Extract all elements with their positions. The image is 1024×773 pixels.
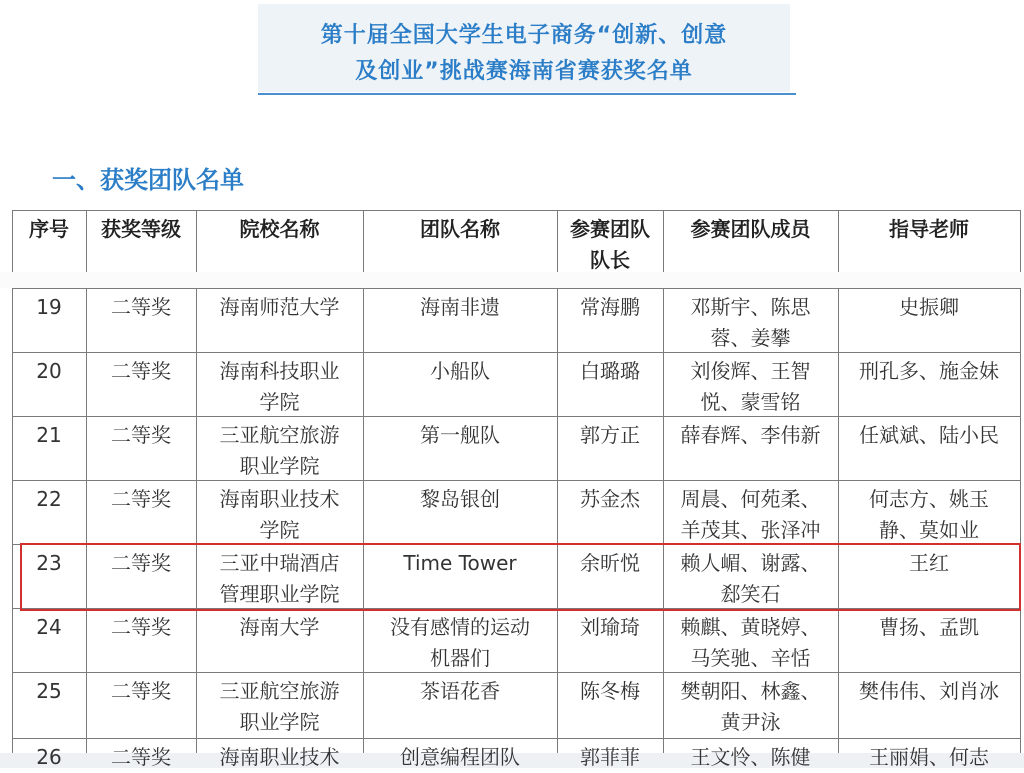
column-header-captain: 参赛团队 队长 <box>570 217 650 272</box>
row-col-border <box>12 544 13 608</box>
table-cell-advisor: 何志方、姚玉 静、莫如业 <box>869 487 989 542</box>
table-cell-captain: 郭方正 <box>580 423 640 447</box>
table-cell-members: 赖人嵋、谢露、 郄笑石 <box>680 551 821 606</box>
header-col-border <box>1020 210 1021 272</box>
row-col-border <box>838 480 839 544</box>
table-cell-team-name: 茶语花香 <box>420 679 500 703</box>
table-cell-award-level: 二等奖 <box>111 615 171 639</box>
row-col-border <box>663 288 664 352</box>
table-cell-award-level: 二等奖 <box>111 679 171 703</box>
table-cell-advisor: 任斌斌、陆小民 <box>859 423 999 447</box>
table-cell-members: 邓斯宇、陈思 蓉、姜攀 <box>690 295 811 350</box>
table-cell-team-name: 黎岛银创 <box>420 487 500 511</box>
row-col-border <box>557 608 558 672</box>
row-col-border <box>838 738 839 753</box>
table-cell-award-level: 二等奖 <box>111 487 171 511</box>
row-col-border <box>557 288 558 352</box>
title-line-2: 及创业”挑战赛海南省赛获奖名单 <box>355 59 693 84</box>
row-col-border <box>663 416 664 480</box>
table-cell-school: 海南科技职业 学院 <box>219 359 340 414</box>
row-col-border <box>196 480 197 544</box>
table-cell-team-name: 第一舰队 <box>420 423 500 447</box>
row-col-border <box>663 738 664 753</box>
row-col-border <box>12 608 13 672</box>
row-col-border <box>12 352 13 416</box>
row-col-border <box>12 738 13 753</box>
row-col-border <box>838 544 839 608</box>
table-cell-captain: 苏金杰 <box>580 487 640 511</box>
table-cell-index: 19 <box>36 295 62 319</box>
table-cell-advisor: 曹扬、孟凯 <box>879 615 979 639</box>
row-col-border <box>12 480 13 544</box>
table-cell-members <box>663 738 838 753</box>
table-cell-captain <box>557 738 663 753</box>
header-col-border <box>557 210 558 272</box>
row-border <box>12 544 1020 545</box>
row-col-border <box>86 352 87 416</box>
row-col-border <box>663 544 664 608</box>
row-col-border <box>1020 352 1021 416</box>
table-cell-members: 薛春辉、李伟新 <box>680 423 821 447</box>
table-cell-award-level <box>86 738 196 753</box>
header-col-border <box>838 210 839 272</box>
table-cell-school: 海南大学 <box>239 615 320 639</box>
row-col-border <box>557 544 558 608</box>
row-col-border <box>557 672 558 738</box>
table-cell-school: 三亚航空旅游 职业学院 <box>219 679 340 734</box>
row-col-border <box>557 352 558 416</box>
row-col-border <box>838 352 839 416</box>
row-col-border <box>363 738 364 753</box>
row-col-border <box>86 738 87 753</box>
row-border <box>12 416 1020 417</box>
row-col-border <box>1020 608 1021 672</box>
column-header-advisor: 指导老师 <box>889 217 969 241</box>
row-col-border <box>557 738 558 753</box>
table-cell-captain: 常海鹏 <box>580 295 640 319</box>
table-cell-team-name: Time Tower <box>403 551 517 575</box>
row-col-border <box>86 608 87 672</box>
header-top-border <box>12 210 1020 211</box>
row-col-border <box>1020 738 1021 753</box>
row-col-border <box>86 480 87 544</box>
table-cell-index: 20 <box>36 359 62 383</box>
row-col-border <box>196 608 197 672</box>
table-cell-award-level: 二等奖 <box>111 551 171 575</box>
table-cell-captain: 余昕悦 <box>580 551 640 575</box>
section-heading: 一、获奖团队名单 <box>52 166 244 194</box>
table-cell-school: 海南职业技术 学院 <box>219 487 340 542</box>
table-cell-captain: 陈冬梅 <box>580 679 640 703</box>
row-border <box>12 608 1020 609</box>
row-col-border <box>196 288 197 352</box>
row-col-border <box>838 608 839 672</box>
row-col-border <box>663 352 664 416</box>
header-col-border <box>12 210 13 272</box>
title-line-1: 第十届全国大学生电子商务“创新、创意 <box>320 23 728 48</box>
table-cell-school: 三亚中瑞酒店 管理职业学院 <box>219 551 340 606</box>
table-cell-team-name: 没有感情的运动 机器们 <box>390 615 530 670</box>
table-cell-team-name: 小船队 <box>430 359 490 383</box>
row-col-border <box>363 544 364 608</box>
column-header-school: 院校名称 <box>239 217 320 241</box>
table-cell-school: 海南师范大学 <box>219 295 340 319</box>
row-col-border <box>557 480 558 544</box>
column-header-members: 参赛团队成员 <box>690 217 811 241</box>
table-cell-team-name <box>363 738 557 753</box>
table-cell-index: 23 <box>36 551 62 575</box>
row-col-border <box>1020 416 1021 480</box>
table-cell-advisor: 樊伟伟、刘肖冰 <box>859 679 999 703</box>
row-col-border <box>838 416 839 480</box>
row-col-border <box>663 608 664 672</box>
row-col-border <box>557 416 558 480</box>
table-cell-award-level: 二等奖 <box>111 359 171 383</box>
row-col-border <box>363 416 364 480</box>
row-border <box>12 480 1020 481</box>
row-col-border <box>363 608 364 672</box>
table-cell-school <box>196 738 363 753</box>
table-cell-team-name: 海南非遗 <box>420 295 500 319</box>
header-col-border <box>363 210 364 272</box>
table-cell-members: 赖麒、黄晓婷、 马笑驰、辛恬 <box>680 615 821 670</box>
header-col-border <box>86 210 87 272</box>
row-col-border <box>363 288 364 352</box>
table-cell-index: 25 <box>36 679 62 703</box>
row-col-border <box>363 480 364 544</box>
table-cell-school: 三亚航空旅游 职业学院 <box>219 423 340 478</box>
column-header-award-level: 获奖等级 <box>101 217 181 241</box>
table-cell-index: 24 <box>36 615 62 639</box>
row-col-border <box>86 672 87 738</box>
table-cell-award-level: 二等奖 <box>111 295 171 319</box>
table-cell-advisor: 王红 <box>909 551 949 575</box>
table-cell-members: 周晨、何苑柔、 羊茂其、张泽冲 <box>680 487 821 542</box>
row-col-border <box>196 352 197 416</box>
row-col-border <box>663 672 664 738</box>
table-cell-index <box>12 738 86 753</box>
table-cell-captain: 白璐璐 <box>580 359 640 383</box>
row-border <box>12 288 1020 289</box>
row-col-border <box>196 738 197 753</box>
table-cell-advisor: 刑孔多、施金妹 <box>859 359 999 383</box>
row-col-border <box>838 288 839 352</box>
row-col-border <box>12 672 13 738</box>
table-cell-index: 21 <box>36 423 62 447</box>
table-cell-award-level: 二等奖 <box>111 423 171 447</box>
header-col-border <box>196 210 197 272</box>
row-col-border <box>1020 672 1021 738</box>
row-col-border <box>196 544 197 608</box>
row-col-border <box>86 544 87 608</box>
title-box <box>258 4 790 92</box>
row-col-border <box>86 416 87 480</box>
row-col-border <box>1020 288 1021 352</box>
row-border <box>12 672 1020 673</box>
table-cell-captain: 刘瑜琦 <box>580 615 640 639</box>
row-col-border <box>12 288 13 352</box>
title-underline <box>258 93 796 95</box>
row-col-border <box>363 672 364 738</box>
row-border <box>12 352 1020 353</box>
column-header-team-name: 团队名称 <box>420 217 500 241</box>
row-col-border <box>363 352 364 416</box>
row-col-border <box>838 672 839 738</box>
row-col-border <box>12 416 13 480</box>
screenshot-cut-band <box>0 272 1024 288</box>
row-border <box>12 738 1020 739</box>
header-col-border <box>663 210 664 272</box>
table-cell-advisor: 史振卿 <box>899 295 959 319</box>
row-col-border <box>86 288 87 352</box>
column-header-index: 序号 <box>29 217 69 241</box>
row-col-border <box>1020 480 1021 544</box>
row-col-border <box>196 416 197 480</box>
row-col-border <box>663 480 664 544</box>
row-col-border <box>196 672 197 738</box>
table-cell-index: 22 <box>36 487 62 511</box>
table-cell-members: 刘俊辉、王智 悦、蒙雪铭 <box>690 359 811 414</box>
table-cell-members: 樊朝阳、林鑫、 黄尹泳 <box>680 679 821 734</box>
table-cell-advisor <box>838 738 1020 753</box>
row-col-border <box>1020 544 1021 608</box>
